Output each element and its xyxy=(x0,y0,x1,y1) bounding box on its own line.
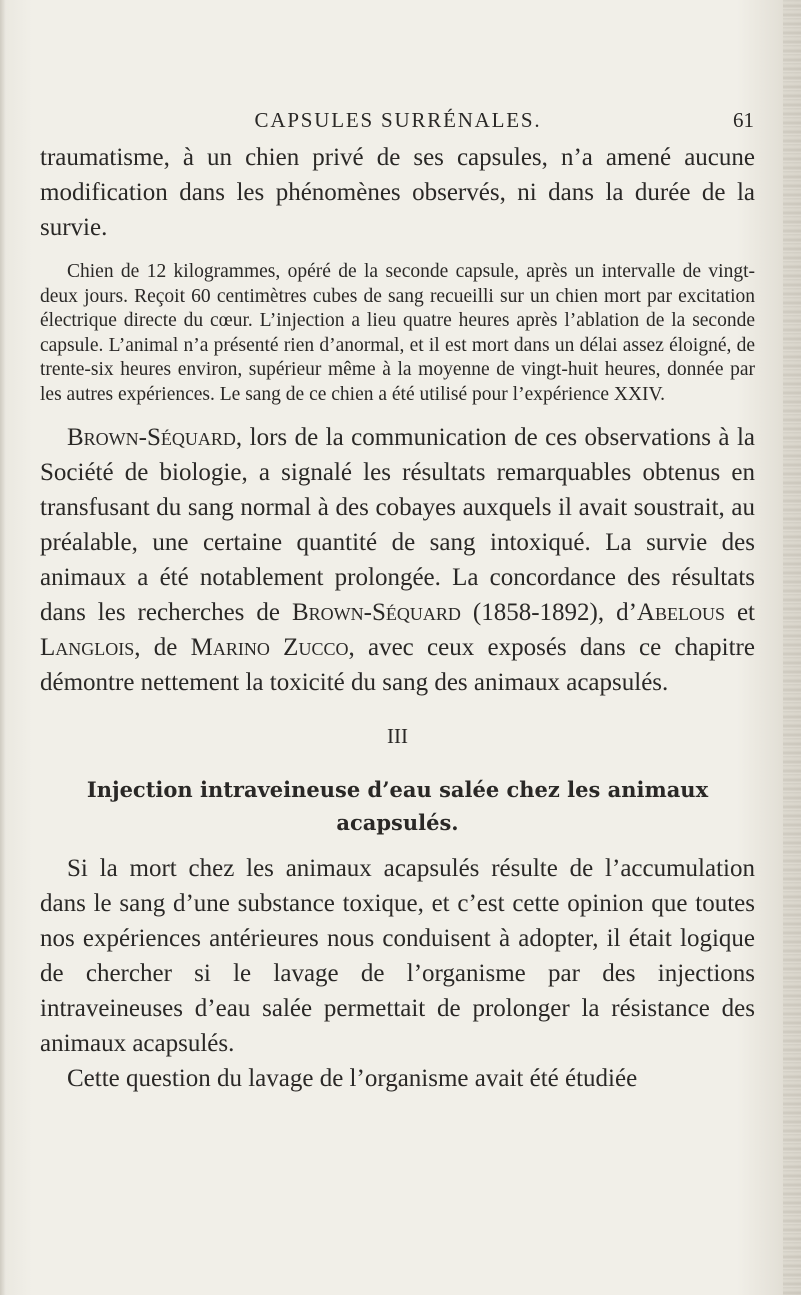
paragraph-text: , lors de la communication de ces observations à la Société de biologie, a signalé les résultats remarquables obtenus en transfusant du sang normal à des cobayes auxquels il avait soustrait, au préalable, une certaine quantité de sang intoxiqué. La survie des animaux a été notablement prolongée. La concordance des résultats dans les recherches de xyxy=(40,424,755,626)
author-name: Marino Zucco xyxy=(190,634,349,661)
paragraph-brown-sequard xyxy=(40,420,755,700)
paragraph-text: , avec ceux exposés dans ce chapitre démontre nettement la toxicité du sang des animaux acapsulés. xyxy=(40,634,755,696)
experiment-note: Chien de 12 kilogrammes, opéré de la seconde capsule, après un intervalle de vingt-deux jours. Reçoit 60 centimètres cubes de sang recueilli sur un chien mort par excitation électrique directe du cœur. L’injection a lieu quatre heures après l’ablation de la seconde capsule. L’animal n’a présenté rien d’anormal, et il est mort dans un délai assez éloigné, de trente-six heures environ, supérieur même à la moyenne de vingt-huit heures, donnée par les autres expériences. Le sang de ce chien a été utilisé pour l’expérience XXIV. xyxy=(40,261,755,405)
paragraph-final: Cette question du lavage de l’organisme avait été étudiée xyxy=(67,1065,638,1092)
author-name: Brown-Séquard xyxy=(67,424,236,451)
paragraph-continuation: traumatisme, à un chien privé de ses capsules, n’a amené aucune modification dans les phénomènes observés, ni dans la durée de la survie. xyxy=(40,144,755,241)
author-name: Langlois xyxy=(40,634,135,661)
running-head-title: CAPSULES SURRÉNALES. xyxy=(254,108,542,132)
section-number: III xyxy=(387,724,408,748)
paragraph-text: et xyxy=(724,599,755,626)
paragraph-text: (1858-1892), d’ xyxy=(460,599,637,626)
author-name: Abelous xyxy=(636,599,725,626)
page-right-edge xyxy=(783,0,801,1295)
page-body xyxy=(40,140,755,1096)
page-left-edge xyxy=(0,0,6,1295)
section-heading: Injection intraveineuse d’eau salée chez les animaux acapsulés. xyxy=(86,777,709,835)
paragraph-text: , de xyxy=(134,634,191,661)
paragraph-hypothesis: Si la mort chez les animaux acapsulés résulte de l’accumulation dans le sang d’une substance toxique, et c’est cette opinion que toutes nos expériences antérieures nous conduisent à adopter, il était logique de chercher si le lavage de l’organisme par des injections intraveineuses d’eau salée permettait de prolonger la résistance des animaux acapsulés. xyxy=(40,855,755,1057)
running-head xyxy=(42,105,754,135)
author-name: Brown-Séquard xyxy=(291,599,461,626)
page-number: 61 xyxy=(733,108,754,132)
